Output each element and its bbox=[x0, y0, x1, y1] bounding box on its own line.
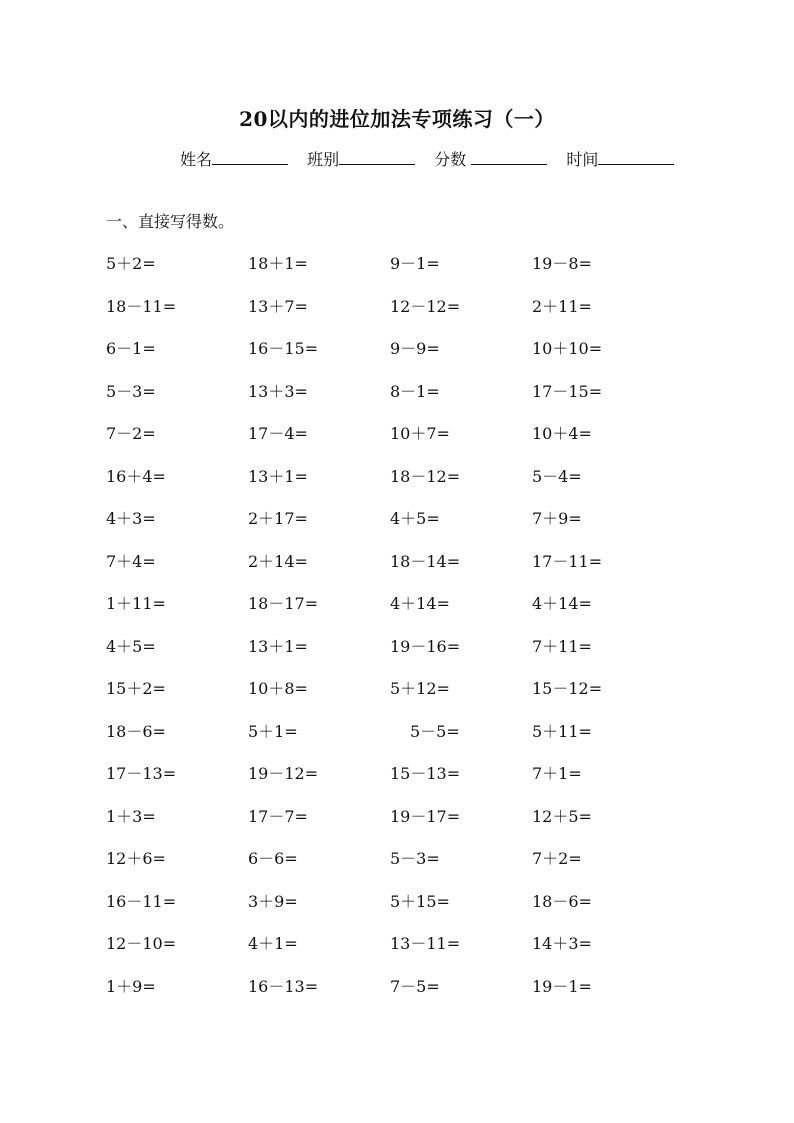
problem-item: 6－6= bbox=[248, 849, 298, 868]
problem-item: 5－4= bbox=[532, 466, 582, 486]
problem-item: 4＋3= bbox=[106, 509, 156, 528]
problem-item: 18－6= bbox=[532, 891, 592, 911]
problem-row bbox=[106, 592, 706, 635]
time-label: 时间 bbox=[566, 150, 599, 169]
problem-item: 19－1= bbox=[532, 976, 592, 996]
problem-item: 17－4= bbox=[248, 424, 308, 443]
problem-item: 5－3= bbox=[390, 849, 440, 868]
problem-item: 18－12= bbox=[390, 466, 461, 486]
problem-row bbox=[106, 635, 706, 678]
class-blank[interactable] bbox=[339, 150, 415, 165]
problem-item: 7－5= bbox=[390, 976, 440, 996]
problem-item: 2＋17= bbox=[248, 509, 308, 528]
problem-row bbox=[106, 465, 706, 508]
name-blank[interactable] bbox=[212, 150, 288, 165]
problem-item: 12－10= bbox=[106, 934, 177, 953]
problem-item: 18－11= bbox=[106, 296, 177, 316]
problem-item: 16＋4= bbox=[106, 466, 166, 486]
problem-item: 10＋10= bbox=[532, 339, 603, 358]
problem-item: 12＋5= bbox=[532, 806, 592, 826]
score-label: 分数 bbox=[434, 150, 472, 169]
problem-row bbox=[106, 762, 706, 805]
problem-item: 18－17= bbox=[248, 594, 319, 613]
problem-row bbox=[106, 252, 706, 295]
problem-item: 4＋14= bbox=[532, 594, 592, 613]
problem-item: 10＋7= bbox=[390, 424, 450, 443]
problem-item: 5＋15= bbox=[390, 891, 450, 911]
class-label: 班别 bbox=[307, 150, 340, 169]
problem-row bbox=[106, 847, 706, 890]
problem-item: 6－1= bbox=[106, 339, 156, 358]
problem-item: 4＋1= bbox=[248, 934, 298, 953]
time-blank[interactable] bbox=[598, 150, 674, 165]
problem-item: 17－11= bbox=[532, 551, 603, 571]
student-info-line bbox=[180, 147, 688, 170]
problem-item: 13＋1= bbox=[248, 636, 308, 656]
problem-item: 19－17= bbox=[390, 806, 461, 826]
score-field bbox=[434, 147, 547, 170]
problem-item: 7＋4= bbox=[106, 551, 156, 571]
problem-row bbox=[106, 975, 706, 1018]
problem-item: 8－1= bbox=[390, 381, 440, 401]
problem-item: 18＋1= bbox=[248, 254, 308, 273]
problem-item: 2＋14= bbox=[248, 551, 308, 571]
problem-row bbox=[106, 677, 706, 720]
problem-row bbox=[106, 550, 706, 593]
problem-item: 19－8= bbox=[532, 254, 592, 273]
problem-item: 13＋7= bbox=[248, 296, 308, 316]
problem-item: 7＋11= bbox=[532, 636, 592, 656]
problem-item: 18－14= bbox=[390, 551, 461, 571]
problem-row bbox=[106, 720, 706, 763]
problem-item: 17－7= bbox=[248, 806, 308, 826]
problem-item: 15＋2= bbox=[106, 679, 166, 698]
problem-item: 14＋3= bbox=[532, 934, 592, 953]
problem-row bbox=[106, 422, 706, 465]
problem-item: 5＋2= bbox=[106, 254, 156, 273]
section-heading: 一、直接写得数。 bbox=[106, 212, 235, 231]
problem-row bbox=[106, 337, 706, 380]
problem-item: 12－12= bbox=[390, 296, 461, 316]
problem-grid bbox=[106, 252, 706, 1017]
problem-item: 10＋8= bbox=[248, 679, 308, 698]
class-field bbox=[307, 147, 415, 170]
problem-item: 5＋12= bbox=[390, 679, 450, 698]
page-title: 20以内的进位加法专项练习（一） bbox=[239, 107, 555, 131]
problem-item: 17－15= bbox=[532, 381, 603, 401]
problem-item: 7＋1= bbox=[532, 764, 582, 783]
problem-item: 1＋3= bbox=[106, 806, 156, 826]
name-field bbox=[180, 147, 288, 170]
problem-item: 7－2= bbox=[106, 424, 156, 443]
problem-item: 7＋2= bbox=[532, 849, 582, 868]
problem-row bbox=[106, 380, 706, 423]
problem-item: 16－13= bbox=[248, 976, 319, 996]
problem-item: 19－16= bbox=[390, 636, 461, 656]
problem-item: 3＋9= bbox=[248, 891, 298, 911]
problem-item: 15－13= bbox=[390, 764, 461, 783]
problem-row bbox=[106, 890, 706, 933]
problem-item: 13＋3= bbox=[248, 381, 308, 401]
problem-item: 18－6= bbox=[106, 721, 166, 741]
problem-item: 5＋1= bbox=[248, 721, 298, 741]
problem-item: 4＋14= bbox=[390, 594, 450, 613]
problem-item: 5－5= bbox=[410, 721, 460, 741]
name-label: 姓名 bbox=[180, 150, 213, 169]
problem-item: 1＋9= bbox=[106, 976, 156, 996]
problem-item: 13＋1= bbox=[248, 466, 308, 486]
problem-item: 16－15= bbox=[248, 339, 319, 358]
score-blank[interactable] bbox=[471, 150, 547, 165]
problem-item: 10＋4= bbox=[532, 424, 592, 443]
problem-item: 15－12= bbox=[532, 679, 603, 698]
time-field bbox=[566, 147, 674, 170]
problem-item: 5－3= bbox=[106, 381, 156, 401]
problem-item: 4＋5= bbox=[390, 509, 440, 528]
problem-item: 2＋11= bbox=[532, 296, 592, 316]
problem-row bbox=[106, 805, 706, 848]
problem-row bbox=[106, 295, 706, 338]
problem-item: 12＋6= bbox=[106, 849, 166, 868]
problem-row bbox=[106, 507, 706, 550]
problem-row bbox=[106, 932, 706, 975]
problem-item: 1＋11= bbox=[106, 594, 166, 613]
problem-item: 16－11= bbox=[106, 891, 177, 911]
problem-item: 7＋9= bbox=[532, 509, 582, 528]
problem-item: 13－11= bbox=[390, 934, 461, 953]
problem-item: 17－13= bbox=[106, 764, 177, 783]
problem-item: 9－9= bbox=[390, 339, 440, 358]
problem-item: 4＋5= bbox=[106, 636, 156, 656]
problem-item: 9－1= bbox=[390, 254, 440, 273]
problem-item: 5＋11= bbox=[532, 721, 592, 741]
problem-item: 19－12= bbox=[248, 764, 319, 783]
